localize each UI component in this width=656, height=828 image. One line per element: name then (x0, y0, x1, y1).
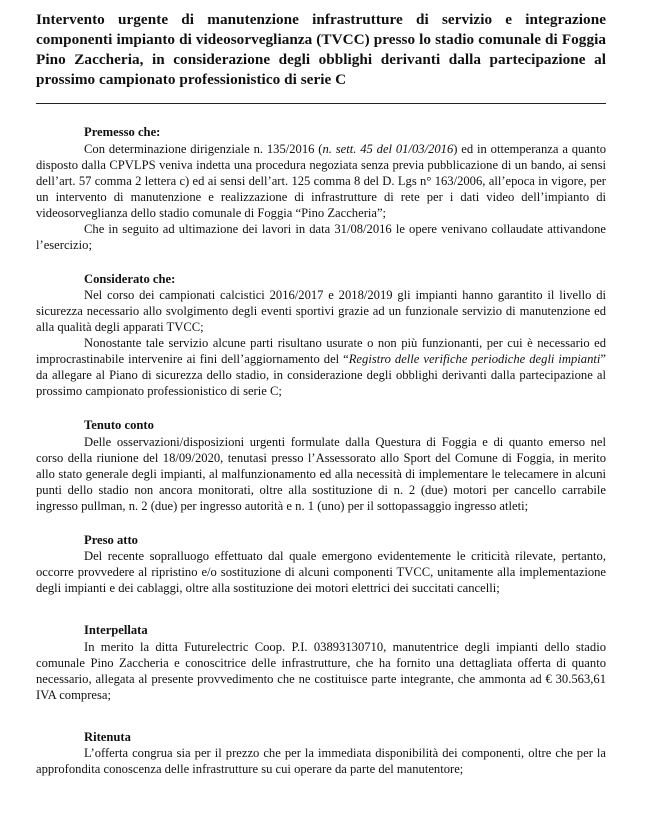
section-heading: Premesso che: (84, 125, 161, 139)
paragraph: Che in seguito ad ultimazione dei lavori in data 31/08/2016 le opere venivano collaudate attivandone l’esercizio; (36, 221, 606, 252)
section-heading: Ritenuta (84, 729, 131, 744)
section-interpellata (36, 623, 606, 703)
paragraph: Delle osservazioni/disposizioni urgenti formulate dalla Questura di Foggia e di quanto emerso nel corso della riunione del 18/09/2020, tenutasi presso l’Assessorato allo Sport del Comune di Foggia, in merito allo stato generale degli impianti, al malfunzionamento ed alla necessità di implementare le telecamere in alcuni punti dello stadio non ancora monitorati, oltre alla sostituzione di n. 2 (due) motori per cancello carrabile ingresso pullman, n. 2 (due) per ingresso autorità e n. 1 (uno) per il sottopassaggio ingresso atleti; (36, 434, 606, 513)
section-heading: Preso atto (84, 532, 138, 547)
paragraph: L’offerta congrua sia per il prezzo che per la immediata disponibilità dei componenti, oltre che per la approfondita conoscenza delle infrastrutture su cui operare da parte del manutentore; (36, 746, 606, 776)
paragraph-italic-reference: n. sett. 45 del 01/03/2016 (322, 141, 454, 156)
paragraph-text: ” da allegare al Piano di sicurezza dello stadio, in considerazione degli obblighi derivanti dalla partecipazione al prossimo campionato professionistico di serie C; (36, 352, 606, 398)
section-tenuto-conto (36, 418, 606, 514)
paragraph-italic-register-name: Registro delle verifiche periodiche degli impianti (348, 352, 601, 366)
paragraph (36, 335, 606, 399)
section-heading: Considerato che: (84, 271, 176, 286)
section-heading: Tenuto conto (84, 418, 154, 432)
paragraph-text: Con determinazione dirigenziale n. 135/2016 ( (84, 141, 323, 156)
paragraph (36, 141, 606, 221)
section-preso-atto (36, 533, 606, 597)
paragraph: In merito la ditta Futurelectric Coop. P.I. 03893130710, manutentrice degli impianti dello stadio comunale Pino Zaccheria e conoscitrice delle infrastrutture, che ha fornito una dettagliata offerta di quanto necessario, allegata al presente provvedimento che ne costituisce parte integrante, che ammonta ad € 30.563,61 IVA compresa; (36, 639, 606, 702)
paragraph-text: Nonostante tale servizio alcune parti risultano usurate o non più funzionanti, per cui è necessario ed improcrastinabile intervenire ai fini dell’aggiornamento del “ (36, 336, 606, 366)
section-considerato (36, 272, 606, 400)
section-premesso (36, 125, 606, 253)
document-title: Intervento urgente di manutenzione infrastrutture di servizio e integrazione componenti impianto di videosorveglianza (TVCC) presso lo stadio comunale di Foggia Pino Zaccheria, in considerazione degli obblighi derivanti dalla partecipazione al prossimo campionato professionistico di serie C (36, 11, 606, 88)
title-divider (36, 103, 606, 104)
section-ritenuta (36, 730, 606, 778)
paragraph: Del recente sopralluogo effettuato dal quale emergono evidentemente le criticità rilevate, pertanto, occorre provvedere al ripristino e/o sostituzione di alcuni componenti TVCC, unitamente alla implementazione degli impianti e dei cablaggi, oltre alla sostituzione dei motori elettrici dei succitati cancelli; (36, 549, 606, 595)
section-heading: Interpellata (84, 623, 148, 637)
paragraph-text: ) ed in ottemperanza a quanto disposto dalla CPVLPS veniva indetta una procedura negoziata senza previa pubblicazione di un bando, ai sensi dell’art. 57 comma 2 lettera c) ed ai sensi dell’art. 125 comma 8 del D. Lgs n° 163/2006, all’epoca in vigore, per un intervento di manutenzione e realizzazione di infrastrutture di rete per i dati video dell’impianto di videosorveglianza dello stadio comunale di Foggia “Pino Zaccheria”; (36, 141, 607, 220)
paragraph: Nel corso dei campionati calcistici 2016/2017 e 2018/2019 gli impianti hanno garantito il livello di sicurezza necessario allo svolgimento degli eventi sportivi grazie ad un funzionale servizio di manutenzione ed alla qualità degli apparati TVCC; (36, 288, 606, 334)
